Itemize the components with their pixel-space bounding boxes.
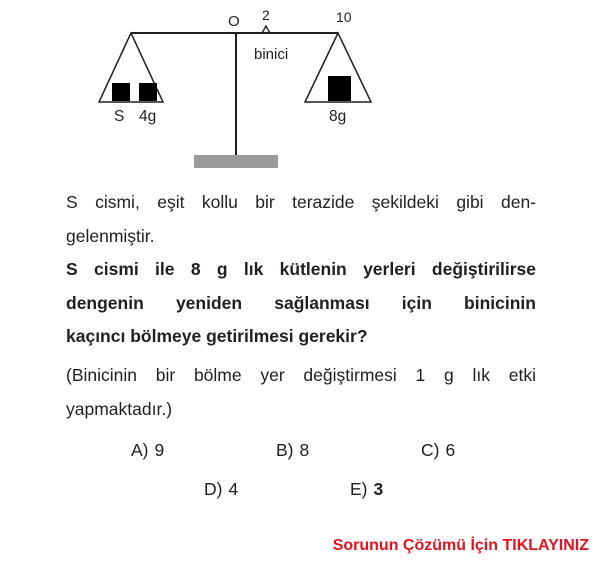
question-note xyxy=(66,359,536,426)
option-e[interactable] xyxy=(350,479,383,500)
option-b-value: 8 xyxy=(299,440,310,460)
intro-line-1: S cismi, eşit kollu bir terazide şekildeki gibi den- xyxy=(66,192,536,212)
mass-4g-label: 4g xyxy=(139,108,157,125)
stem-line-1: S cismi ile 8 g lık kütlenin yerleri değiştirilirse xyxy=(66,259,536,279)
option-e-letter: E) xyxy=(350,479,368,499)
balance-scale-figure xyxy=(0,0,605,180)
rider-marker xyxy=(262,26,270,33)
option-b-letter: B) xyxy=(276,440,294,460)
solution-link[interactable]: Sorunun Çözümü İçin TIKLAYINIZ xyxy=(332,537,589,554)
right-end-label: 10 xyxy=(336,9,352,25)
object-s xyxy=(112,83,130,101)
option-c-value: 6 xyxy=(445,440,456,460)
option-d-letter: D) xyxy=(204,479,223,499)
option-b[interactable] xyxy=(276,440,309,461)
option-c-letter: C) xyxy=(421,440,440,460)
rider-position-label: 2 xyxy=(262,7,270,23)
object-s-label: S xyxy=(114,108,125,125)
mass-4g xyxy=(139,83,157,101)
option-c[interactable] xyxy=(421,440,455,461)
option-a[interactable] xyxy=(131,440,164,461)
option-a-letter: A) xyxy=(131,440,149,460)
stem-line-3: kaçıncı bölmeye getirilmesi gerekir? xyxy=(66,326,368,346)
mass-8g-label: 8g xyxy=(329,108,347,125)
pivot-label: O xyxy=(228,13,240,30)
mass-8g xyxy=(328,76,351,101)
option-d[interactable] xyxy=(204,479,238,500)
note-line-1: (Binicinin bir bölme yer değiştirmesi 1 g lık etki xyxy=(66,365,536,385)
option-a-value: 9 xyxy=(154,440,165,460)
note-line-2: yapmaktadır.) xyxy=(66,398,173,419)
intro-line-2: gelenmiştir. xyxy=(66,225,155,246)
rider-label: binici xyxy=(254,46,289,63)
option-e-value: 3 xyxy=(373,479,384,499)
stem-line-2: dengenin yeniden sağlanması için binicinin xyxy=(66,292,536,313)
scale-base xyxy=(194,155,278,168)
option-d-value: 4 xyxy=(228,479,239,499)
question-stem xyxy=(66,253,536,354)
question-intro xyxy=(66,186,536,253)
